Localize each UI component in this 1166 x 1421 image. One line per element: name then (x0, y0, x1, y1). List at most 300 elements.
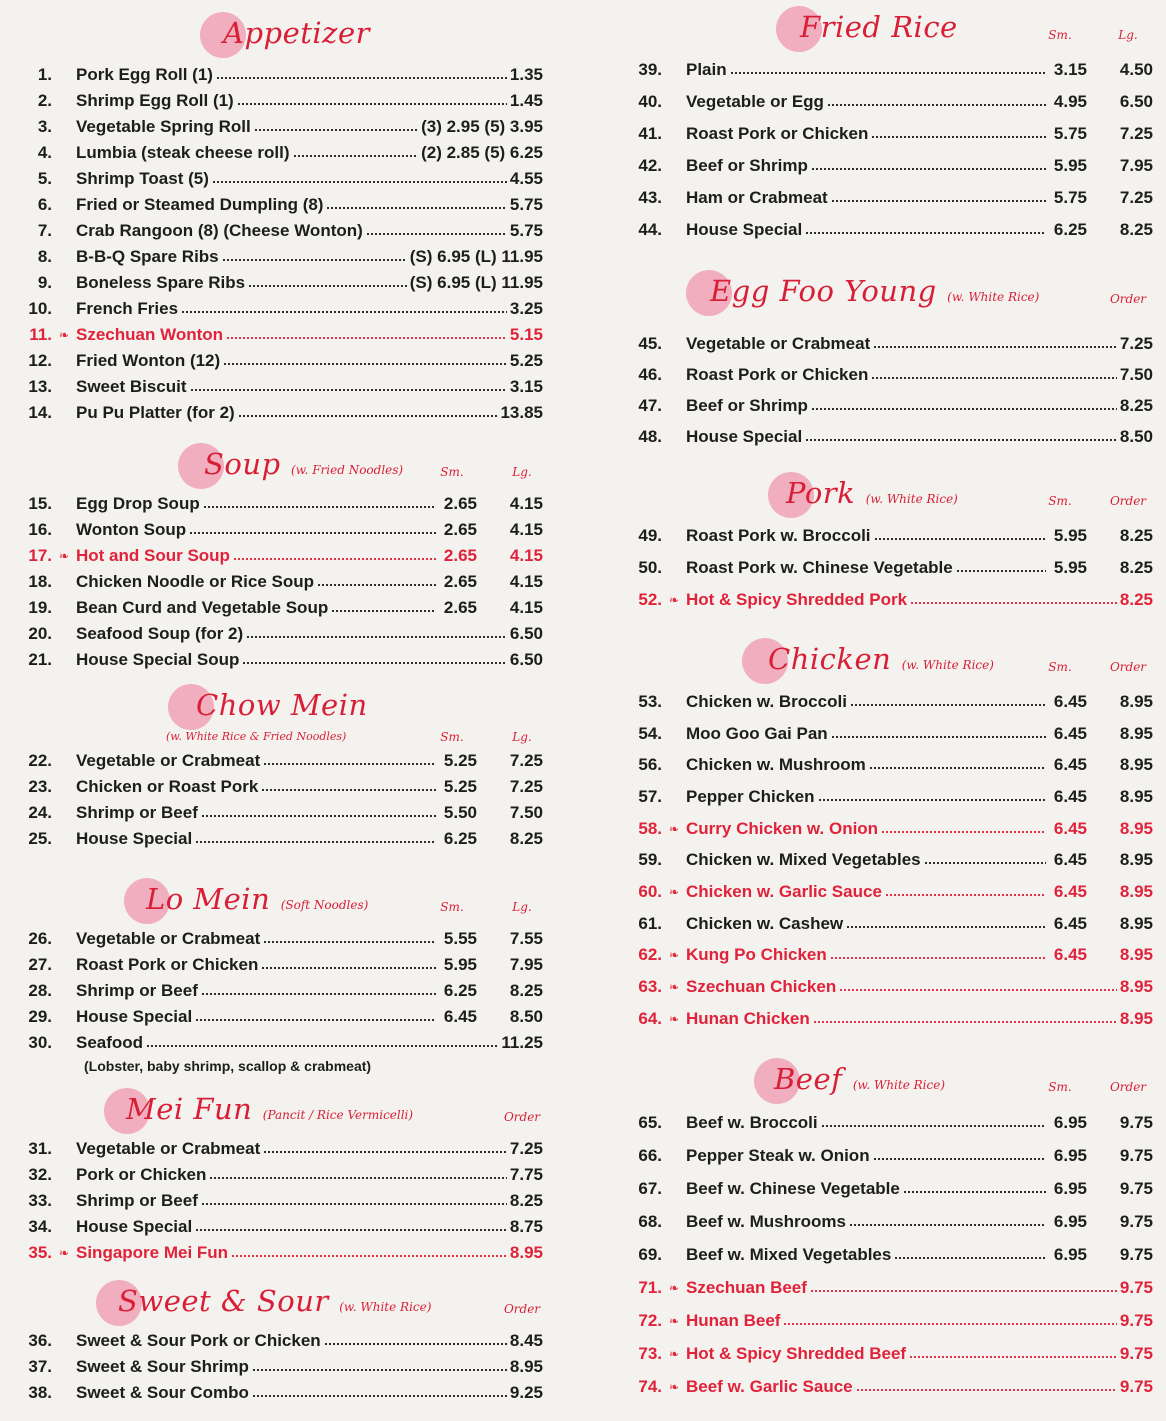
price: 9.75 (1119, 1343, 1153, 1363)
item-number: 48. (638, 426, 662, 446)
price-small: 5.75 (1053, 124, 1087, 143)
price-small: 6.95 (1053, 1211, 1087, 1231)
item-name: Shrimp or Beef (76, 1191, 198, 1210)
dot-leader (366, 233, 507, 235)
item-name: House Special (76, 1217, 193, 1236)
item-number: 1. (37, 65, 52, 84)
menu-item (628, 552, 1153, 584)
item-number: 37. (28, 1357, 52, 1376)
price-small: 5.95 (1053, 526, 1087, 545)
menu-item (628, 182, 1153, 214)
price-small: 6.45 (1053, 850, 1087, 870)
dot-leader (246, 636, 507, 638)
item-number: 2. (37, 91, 52, 110)
dot-leader (201, 1203, 507, 1205)
item-name: Szechuan Beef (686, 1277, 807, 1297)
menu-item (628, 749, 1153, 781)
item-name: Roast Pork w. Broccoli (686, 526, 871, 545)
dot-leader (293, 155, 419, 157)
price: 5.25 (509, 351, 543, 370)
item-number: 43. (638, 188, 662, 207)
price: 8.95 (1119, 977, 1153, 997)
item-name: Beef w. Garlic Sauce (686, 1376, 853, 1396)
price-large: 7.25 (1119, 124, 1153, 143)
item-name: Moo Goo Gai Pan (686, 723, 828, 743)
item-number: 61. (638, 913, 662, 933)
dot-leader (869, 767, 1046, 769)
item-name: Hot & Spicy Shredded Pork (686, 590, 908, 609)
menu-item (628, 118, 1153, 150)
dot-leader (195, 841, 436, 843)
dot-leader (326, 207, 506, 209)
dot-leader (730, 72, 1046, 74)
menu-item (628, 359, 1153, 390)
item-number: 38. (28, 1383, 52, 1402)
section-sweet-sour (18, 1280, 543, 1406)
column-order: Order (503, 1110, 541, 1124)
price-large: 8.50 (509, 1007, 543, 1026)
menu-item (628, 1003, 1153, 1035)
item-number: 66. (638, 1145, 662, 1165)
item-number: 31. (28, 1139, 52, 1158)
column-order: Order (1109, 494, 1147, 508)
price-small: 5.25 (443, 777, 477, 796)
menu-item (628, 781, 1153, 813)
menu-item (628, 940, 1153, 972)
item-number: 56. (638, 755, 662, 775)
item-number: 21. (28, 650, 52, 669)
section-note: (w. White Rice) (865, 492, 958, 506)
menu-item (628, 971, 1153, 1003)
price-small: 6.45 (1053, 723, 1087, 743)
price-large: 4.50 (1119, 60, 1153, 79)
price-small: 2.65 (443, 520, 477, 539)
price-small: 5.95 (443, 955, 477, 974)
menu-item (628, 150, 1153, 182)
section-header (628, 6, 1153, 54)
section-header (18, 878, 543, 926)
item-name: Beef w. Broccoli (686, 1112, 818, 1132)
section-appetizer (18, 12, 543, 426)
price: 6.50 (509, 624, 543, 643)
dot-leader (811, 168, 1046, 170)
column-lg: Lg. (512, 900, 532, 914)
price-large: 8.95 (1119, 723, 1153, 743)
item-number: 3. (37, 117, 52, 136)
dot-leader (831, 736, 1046, 738)
price: 3.15 (509, 377, 543, 396)
section-header (628, 1058, 1153, 1106)
chili-pepper-icon: ❧ (58, 328, 70, 342)
dot-leader (331, 610, 436, 612)
item-name: Curry Chicken w. Onion (686, 818, 879, 838)
section-header (18, 12, 543, 60)
item-number: 12. (28, 351, 52, 370)
item-name: Seafood Soup (for 2) (76, 624, 244, 643)
dot-leader (811, 408, 1117, 410)
price-large: 8.25 (1119, 526, 1153, 545)
item-number: 73. (638, 1343, 662, 1363)
dot-leader (805, 439, 1117, 441)
price-large: 4.15 (509, 598, 543, 617)
item-number: 23. (28, 777, 52, 796)
price: 8.50 (1119, 426, 1153, 446)
dot-leader (263, 1151, 507, 1153)
dot-leader (910, 602, 1117, 604)
section-mei-fun (18, 1088, 543, 1266)
price-large: 9.75 (1119, 1211, 1153, 1231)
item-number: 14. (28, 403, 52, 422)
dot-leader (317, 584, 436, 586)
price: 8.95 (509, 1243, 543, 1262)
menu-item (628, 214, 1153, 246)
price-large: 8.95 (1119, 818, 1153, 838)
price: 9.75 (1119, 1376, 1153, 1396)
menu-item (18, 926, 543, 952)
menu-item (18, 1030, 543, 1056)
dot-leader (252, 1395, 507, 1397)
dot-leader (909, 1356, 1117, 1358)
dot-leader (894, 1257, 1046, 1259)
column-order: Order (503, 1302, 541, 1316)
price: 8.95 (1119, 1008, 1153, 1028)
dot-leader (254, 129, 418, 131)
item-name: House Special (686, 220, 803, 239)
item-name: Kung Po Chicken (686, 945, 827, 965)
menu-item (628, 1205, 1153, 1238)
column-sm: Sm. (440, 730, 464, 744)
item-name: Sweet Biscuit (76, 377, 187, 396)
item-name: Chicken Noodle or Rice Soup (76, 572, 315, 591)
item-number: 36. (28, 1331, 52, 1350)
item-name: Hunan Chicken (686, 1008, 810, 1028)
chili-pepper-icon: ❧ (668, 593, 680, 607)
menu-item (18, 952, 543, 978)
price: 13.85 (500, 403, 543, 422)
column-lg: Lg. (512, 465, 532, 479)
item-number: 33. (28, 1191, 52, 1210)
dot-leader (856, 1389, 1117, 1391)
chili-pepper-icon: ❧ (668, 821, 680, 836)
dot-leader (821, 1125, 1046, 1127)
menu-item (18, 1136, 543, 1162)
section-lo-mein (18, 878, 543, 1076)
price: 1.45 (509, 91, 543, 110)
price-large: 8.95 (1119, 786, 1153, 806)
item-number: 27. (28, 955, 52, 974)
price-small: 6.25 (443, 829, 477, 848)
item-number: 39. (638, 60, 662, 79)
dot-leader (874, 538, 1046, 540)
menu-item (18, 296, 543, 322)
section-soup (18, 443, 543, 673)
item-name: Shrimp or Beef (76, 803, 198, 822)
menu-item (18, 348, 543, 374)
price-small: 5.75 (1053, 188, 1087, 207)
item-name: Szechuan Wonton (76, 325, 224, 344)
price-small: 2.65 (443, 598, 477, 617)
item-name: Shrimp Toast (5) (76, 169, 209, 188)
item-number: 28. (28, 981, 52, 1000)
price-large: 7.55 (509, 929, 543, 948)
item-number: 29. (28, 1007, 52, 1026)
section-note: (w. Fried Noodles) (291, 463, 404, 477)
dot-leader (252, 1369, 507, 1371)
menu-item (18, 774, 543, 800)
dot-leader (831, 200, 1046, 202)
price-small: 3.15 (1053, 60, 1087, 79)
section-title: Appetizer (223, 16, 370, 50)
column-sm: Sm. (1048, 660, 1072, 674)
chili-pepper-icon: ❧ (668, 1379, 680, 1394)
item-name: Ham or Crabmeat (686, 188, 828, 207)
item-number: 4. (37, 143, 52, 162)
section-header (628, 270, 1153, 318)
price: 5.75 (509, 221, 543, 240)
column-lg: Lg. (1118, 28, 1138, 42)
item-number: 35. (28, 1243, 52, 1262)
menu-item (18, 192, 543, 218)
dot-leader (222, 259, 407, 261)
price-large: 7.95 (509, 955, 543, 974)
dot-leader (231, 1255, 507, 1257)
item-name: Hot and Sour Soup (76, 546, 230, 565)
item-name: Wonton Soup (76, 520, 187, 539)
section-note: (w. White Rice) (339, 1300, 432, 1314)
price: 8.25 (509, 1191, 543, 1210)
column-sm: Sm. (440, 900, 464, 914)
item-number: 59. (638, 850, 662, 870)
item-name: House Special Soup (76, 650, 240, 669)
price: (3) 2.95 (5) 3.95 (421, 117, 543, 136)
section-title: Fried Rice (800, 10, 958, 44)
item-number: 6. (37, 195, 52, 214)
section-title: Egg Foo Young (710, 274, 937, 308)
item-number: 19. (28, 598, 52, 617)
item-name: Shrimp or Beef (76, 981, 198, 1000)
item-number: 42. (638, 156, 662, 175)
column-sm: Sm. (1048, 1080, 1072, 1094)
section-note: (w. White Rice & Fried Noodles) (166, 730, 347, 743)
price: 3.25 (509, 299, 543, 318)
price: 9.25 (509, 1383, 543, 1402)
item-number: 5. (37, 169, 52, 188)
section-title: Pork (786, 476, 856, 510)
price-large: 8.95 (1119, 755, 1153, 775)
dot-leader (216, 77, 507, 79)
menu-item (628, 584, 1153, 616)
price: 8.45 (509, 1331, 543, 1350)
dot-leader (263, 941, 436, 943)
item-number: 67. (638, 1178, 662, 1198)
item-name: Beef or Shrimp (686, 395, 808, 415)
dot-leader (903, 1191, 1046, 1193)
item-number: 40. (638, 92, 662, 111)
dot-leader (190, 389, 507, 391)
section-note: (Soft Noodles) (280, 898, 369, 912)
item-number: 7. (37, 221, 52, 240)
menu-item (628, 908, 1153, 940)
menu-item (628, 54, 1153, 86)
item-name: Sweet & Sour Shrimp (76, 1357, 249, 1376)
item-name: Vegetable Spring Roll (76, 117, 251, 136)
item-number: 60. (638, 881, 662, 901)
menu-item (18, 800, 543, 826)
dot-leader (146, 1045, 498, 1047)
item-name: Sweet & Sour Pork or Chicken (76, 1331, 321, 1350)
item-name: Hot & Spicy Shredded Beef (686, 1343, 907, 1363)
dot-leader (783, 1323, 1116, 1325)
price-small: 6.45 (1053, 945, 1087, 965)
price-large: 8.25 (509, 829, 543, 848)
menu-item (18, 748, 543, 774)
dot-leader (956, 570, 1046, 572)
price-small: 6.25 (443, 981, 477, 1000)
item-name: Crab Rangoon (8) (Cheese Wonton) (76, 221, 363, 240)
menu-item (18, 1380, 543, 1406)
menu-item (18, 1162, 543, 1188)
chili-pepper-icon: ❧ (668, 1313, 680, 1328)
chili-pepper-icon: ❧ (58, 549, 70, 563)
menu-item (18, 621, 543, 647)
menu-item (628, 1370, 1153, 1403)
menu-item (18, 114, 543, 140)
item-name: Shrimp Egg Roll (1) (76, 91, 234, 110)
item-number: 50. (638, 558, 662, 577)
section-header (18, 1280, 543, 1328)
dot-leader (850, 704, 1046, 706)
item-number: 62. (638, 945, 662, 965)
price: 9.75 (1119, 1277, 1153, 1297)
price-small: 2.65 (443, 494, 477, 513)
item-name: Roast Pork or Chicken (76, 955, 259, 974)
item-number: 64. (638, 1008, 662, 1028)
section-title: Sweet & Sour (118, 1284, 329, 1318)
price-large: 9.75 (1119, 1145, 1153, 1165)
price-small: 6.95 (1053, 1244, 1087, 1264)
item-name: Szechuan Chicken (686, 977, 837, 997)
item-name: Chicken w. Mixed Vegetables (686, 850, 921, 870)
menu-item (628, 1172, 1153, 1205)
dot-leader (827, 104, 1046, 106)
item-name: Roast Pork or Chicken (686, 364, 869, 384)
item-name: Pepper Steak w. Onion (686, 1145, 870, 1165)
item-number: 47. (638, 395, 662, 415)
item-name: Beef w. Mixed Vegetables (686, 1244, 892, 1264)
menu-item (18, 491, 543, 517)
menu-item (18, 218, 543, 244)
chili-pepper-icon: ❧ (668, 948, 680, 963)
price: 7.75 (509, 1165, 543, 1184)
menu-item (18, 647, 543, 673)
price-small: 6.45 (1053, 881, 1087, 901)
item-name: Lumbia (steak cheese roll) (76, 143, 290, 162)
price: 9.75 (1119, 1310, 1153, 1330)
menu-item (628, 328, 1153, 359)
section-title: Lo Mein (146, 882, 271, 916)
price: 7.25 (509, 1139, 543, 1158)
dot-leader (203, 506, 436, 508)
price-large: 9.75 (1119, 1244, 1153, 1264)
item-name: Pu Pu Platter (for 2) (76, 403, 235, 422)
menu-item (18, 569, 543, 595)
menu-item (18, 270, 543, 296)
item-name: House Special (76, 1007, 193, 1026)
dot-leader (195, 1019, 436, 1021)
price: 7.25 (1119, 333, 1153, 353)
menu-item (18, 1328, 543, 1354)
item-name: Roast Pork or Chicken (686, 124, 869, 143)
menu-item (628, 718, 1153, 750)
price-small: 2.65 (443, 546, 477, 565)
dot-leader (189, 532, 436, 534)
menu-item (628, 844, 1153, 876)
item-number: 17. (28, 546, 52, 565)
price-large: 4.15 (509, 494, 543, 513)
column-lg: Lg. (512, 730, 532, 744)
item-number: 49. (638, 526, 662, 545)
item-name: Singapore Mei Fun (76, 1243, 229, 1262)
dot-leader (873, 346, 1117, 348)
section-header (18, 443, 543, 491)
price: 7.50 (1119, 364, 1153, 384)
dot-leader (871, 377, 1117, 379)
dot-leader (924, 862, 1046, 864)
section-title: Mei Fun (126, 1092, 253, 1126)
dot-leader (846, 926, 1046, 928)
section-fried-rice (628, 6, 1153, 246)
item-number: 74. (638, 1376, 662, 1396)
dot-leader (263, 763, 436, 765)
item-number: 10. (28, 299, 52, 318)
item-name: Beef w. Mushrooms (686, 1211, 846, 1231)
item-name: Hunan Beef (686, 1310, 781, 1330)
price: (2) 2.85 (5) 6.25 (421, 143, 543, 162)
section-note: (w. White Rice) (901, 658, 994, 672)
price-small: 5.50 (443, 803, 477, 822)
item-name: Vegetable or Crabmeat (76, 929, 261, 948)
item-name: Plain (686, 60, 727, 79)
section-title: Chow Mein (196, 688, 368, 722)
price-small: 6.45 (1053, 755, 1087, 775)
price-large: 6.50 (1119, 92, 1153, 111)
price-large: 8.95 (1119, 913, 1153, 933)
item-name: Roast Pork w. Chinese Vegetable (686, 558, 953, 577)
item-number: 13. (28, 377, 52, 396)
item-name: Vegetable or Crabmeat (686, 333, 871, 353)
price-small: 6.45 (443, 1007, 477, 1026)
section-egg-foo-young (628, 270, 1153, 452)
item-number: 9. (37, 273, 52, 292)
item-name: Chicken or Roast Pork (76, 777, 259, 796)
menu-item (628, 876, 1153, 908)
price: 4.55 (509, 169, 543, 188)
column-order: Order (1109, 1080, 1147, 1094)
price-large: 8.25 (509, 981, 543, 1000)
menu-item (628, 1337, 1153, 1370)
item-number: 53. (638, 691, 662, 711)
dot-leader (201, 815, 436, 817)
dot-leader (324, 1343, 507, 1345)
price-small: 4.95 (1053, 92, 1087, 111)
item-name: House Special (76, 829, 193, 848)
dot-leader (209, 1177, 507, 1179)
menu-item (18, 166, 543, 192)
item-name: Boneless Spare Ribs (76, 273, 246, 292)
item-name: Chicken w. Broccoli (686, 691, 847, 711)
price-small: 6.45 (1053, 818, 1087, 838)
menu-item (18, 374, 543, 400)
